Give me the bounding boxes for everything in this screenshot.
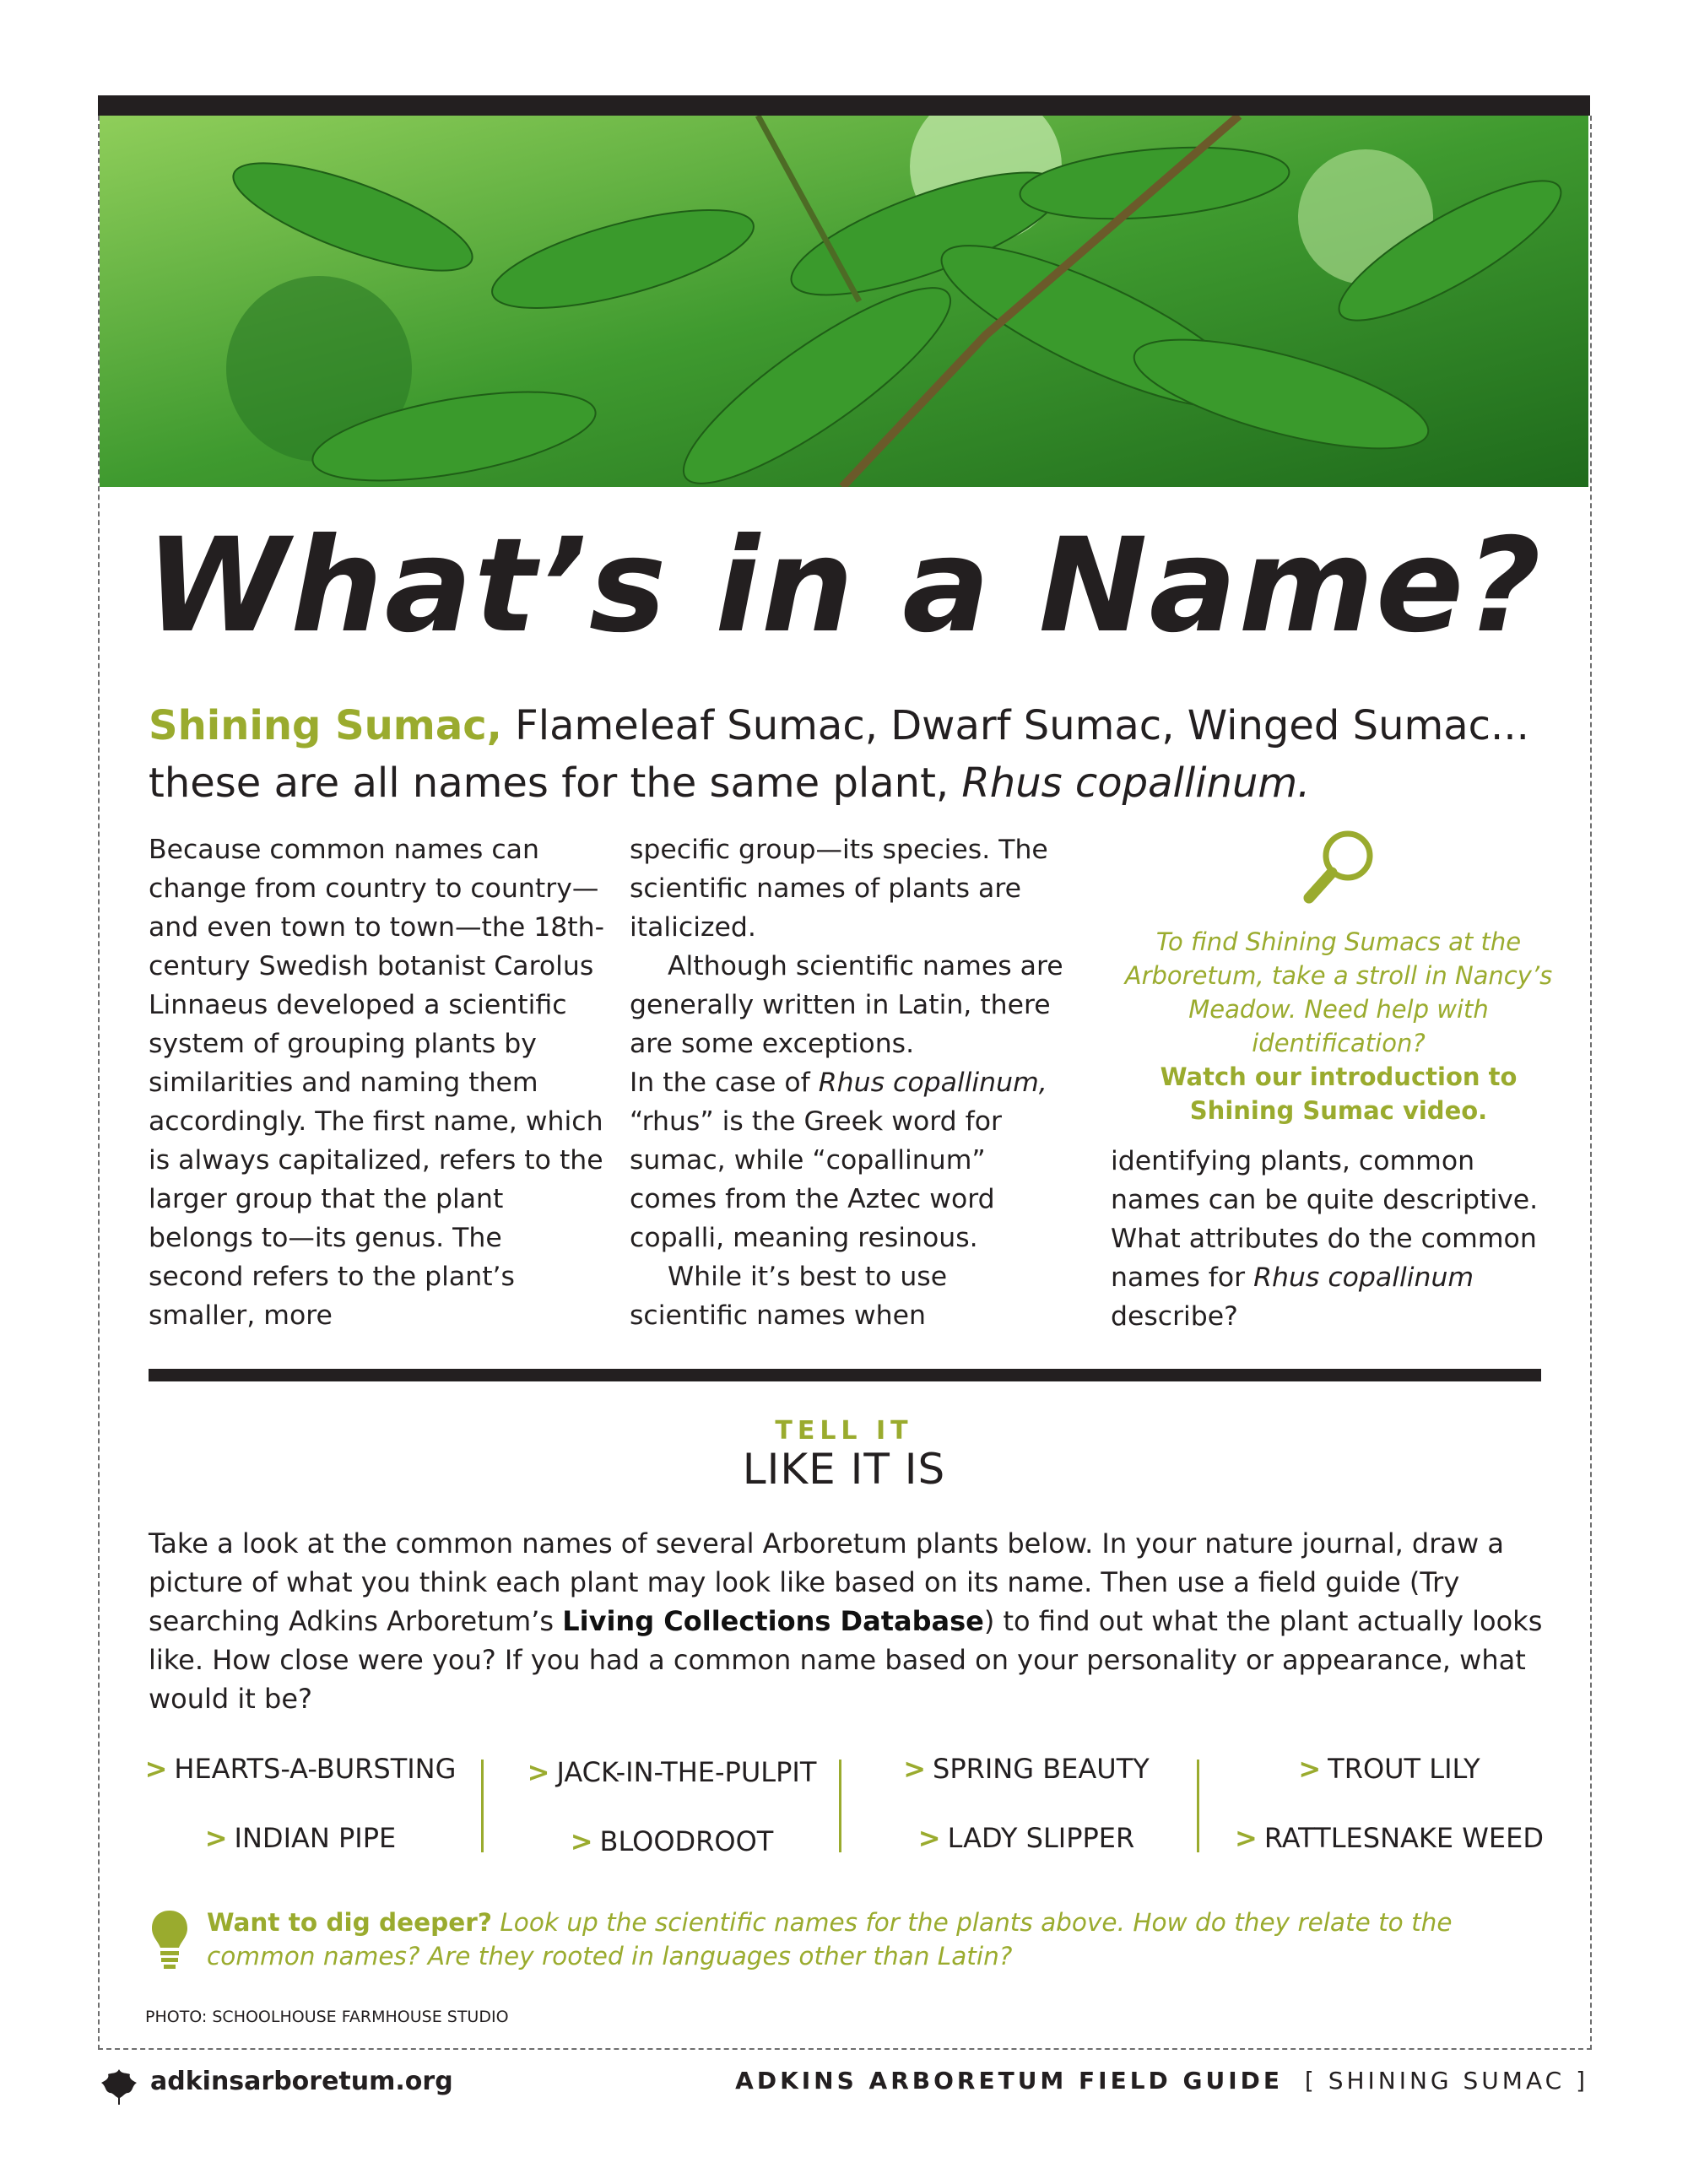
leaf-logo-icon: [100, 2068, 138, 2110]
plant-column: [144, 1751, 486, 1861]
sidebar-body: To find Shining Sumacs at the Arboretum, take a stroll in Nancy’s Meadow. Need help with identification?: [1124, 927, 1553, 1057]
text-run: Take a look at the common names of several Arboretum plants below. In your nature journal, draw a picture of what you think each plant may look like based on its name. Then use a field guide (Try searching Adkins Arboretum’s: [149, 1527, 1504, 1637]
text-run: describe?: [1111, 1301, 1238, 1332]
plant-label: INDIAN PIPE: [234, 1822, 397, 1854]
sidebar-text: [1111, 925, 1566, 1127]
video-link[interactable]: Watch our introduction to Shining Sumac video.: [1160, 1062, 1518, 1125]
section-heading: LIKE IT IS: [742, 1445, 946, 1494]
magnifying-glass-icon: [1301, 827, 1377, 908]
sidebar-tip: [1111, 827, 1566, 1127]
lead-species: Rhus copallinum.: [961, 760, 1311, 807]
arrow-icon: >: [527, 1756, 550, 1788]
arrow-icon: >: [917, 1822, 941, 1854]
top-bar: [98, 95, 1590, 116]
species-name: Rhus copallinum,: [818, 1068, 1047, 1098]
body-paragraph: While it’s best to use scientific names when: [630, 1262, 948, 1331]
plant-name: [1220, 1753, 1558, 1785]
species-name: Rhus copallinum: [1253, 1262, 1474, 1293]
plant-label: HEARTS-A-BURSTING: [174, 1753, 457, 1785]
plant-label: BLOODROOT: [599, 1825, 774, 1857]
plant-label: LADY SLIPPER: [947, 1822, 1135, 1854]
body-paragraph: Although scientific names are generally written in Latin, there are some exceptions.: [630, 951, 1063, 1059]
plant-name: [1220, 1822, 1558, 1854]
text-run: ) to find out what the plant actually looks like. How close were you? If you had a common name based on your personality or appearance, what would it be?: [149, 1605, 1543, 1715]
arrow-icon: >: [144, 1753, 168, 1785]
body-column-3: [1111, 1142, 1566, 1336]
plant-label: TROUT LILY: [1328, 1753, 1480, 1785]
plant-column: [858, 1751, 1195, 1861]
lead-names: Flameleaf Sumac, Dwarf Sumac, Winged Sumac...: [501, 702, 1529, 749]
dig-deeper-text: [207, 1906, 1566, 1973]
website-link[interactable]: adkinsarboretum.org: [150, 2067, 453, 2096]
body-column-2: [630, 830, 1069, 1335]
plant-name: [503, 1825, 841, 1857]
column-divider: [839, 1760, 841, 1852]
arrow-icon: >: [1235, 1822, 1258, 1854]
plant-name: [503, 1756, 841, 1788]
column-divider: [1197, 1760, 1199, 1852]
lightbulb-icon: [150, 1909, 189, 1975]
dig-deeper-body: Look up the scientific names for the plants above. How do they relate to the common names? Are they rooted in languages other than Latin?: [207, 1908, 1453, 1970]
lead-highlight: Shining Sumac,: [149, 702, 502, 749]
arrow-icon: >: [903, 1753, 927, 1785]
plant-name: [132, 1753, 469, 1785]
arrow-icon: >: [570, 1825, 593, 1857]
text-run: identifying plants, common names can be quite descriptive. What attributes do the common names for: [1111, 1146, 1539, 1293]
plant-column: [1220, 1751, 1558, 1861]
arrow-icon: >: [1298, 1753, 1322, 1785]
plant-names-grid: [144, 1751, 1566, 1861]
lead-paragraph: [149, 697, 1566, 812]
plant-column: [503, 1751, 841, 1861]
plant-name: [858, 1753, 1195, 1785]
database-link[interactable]: Living Collections Database: [562, 1605, 984, 1637]
page-title: What’s in a Name?: [145, 511, 1543, 662]
guide-title: ADKINS ARBORETUM FIELD GUIDE: [735, 2067, 1284, 2095]
photo-credit: PHOTO: SCHOOLHOUSE FARMHOUSE STUDIO: [145, 2008, 509, 2026]
dig-deeper-lead: Want to dig deeper?: [207, 1908, 492, 1937]
text-run: “rhus” is the Greek word for sumac, while “copallinum” comes from the Aztec word copalli, meaning resinous.: [630, 1106, 1002, 1253]
lead-line2: these are all names for the same plant,: [149, 760, 962, 807]
body-paragraph: Because common names can change from country to country—and even town to town—the 18th-century Swedish botanist Carolus Linnaeus developed a scientific system of grouping plants by similarities and naming them accordingly. The first name, which is always capitalized, refers to the larger group that the plant belongs to—its genus. The second refers to the plant’s smaller, more: [149, 835, 604, 1331]
body-paragraph: [1111, 1142, 1566, 1336]
section-divider: [149, 1369, 1541, 1381]
plant-label: JACK-IN-THE-PULPIT: [556, 1756, 817, 1788]
plant-name: [132, 1822, 469, 1854]
body-paragraph: specific group—its species. The scientific names of plants are italicized.: [630, 835, 1048, 943]
instructions-paragraph: [149, 1524, 1566, 1718]
body-column-1: [149, 830, 604, 1335]
section-kicker: TELL IT: [775, 1416, 913, 1446]
plant-label: RATTLESNAKE WEED: [1263, 1822, 1544, 1854]
plant-name: [858, 1822, 1195, 1854]
arrow-icon: >: [204, 1822, 228, 1854]
guide-topic: [ SHINING SUMAC ]: [1304, 2067, 1588, 2095]
text-run: In the case of: [630, 1068, 819, 1098]
plant-label: SPRING BEAUTY: [933, 1753, 1150, 1785]
column-divider: [481, 1760, 484, 1852]
footer-guide-label: [735, 2067, 1588, 2095]
body-paragraph: [630, 1063, 1069, 1257]
